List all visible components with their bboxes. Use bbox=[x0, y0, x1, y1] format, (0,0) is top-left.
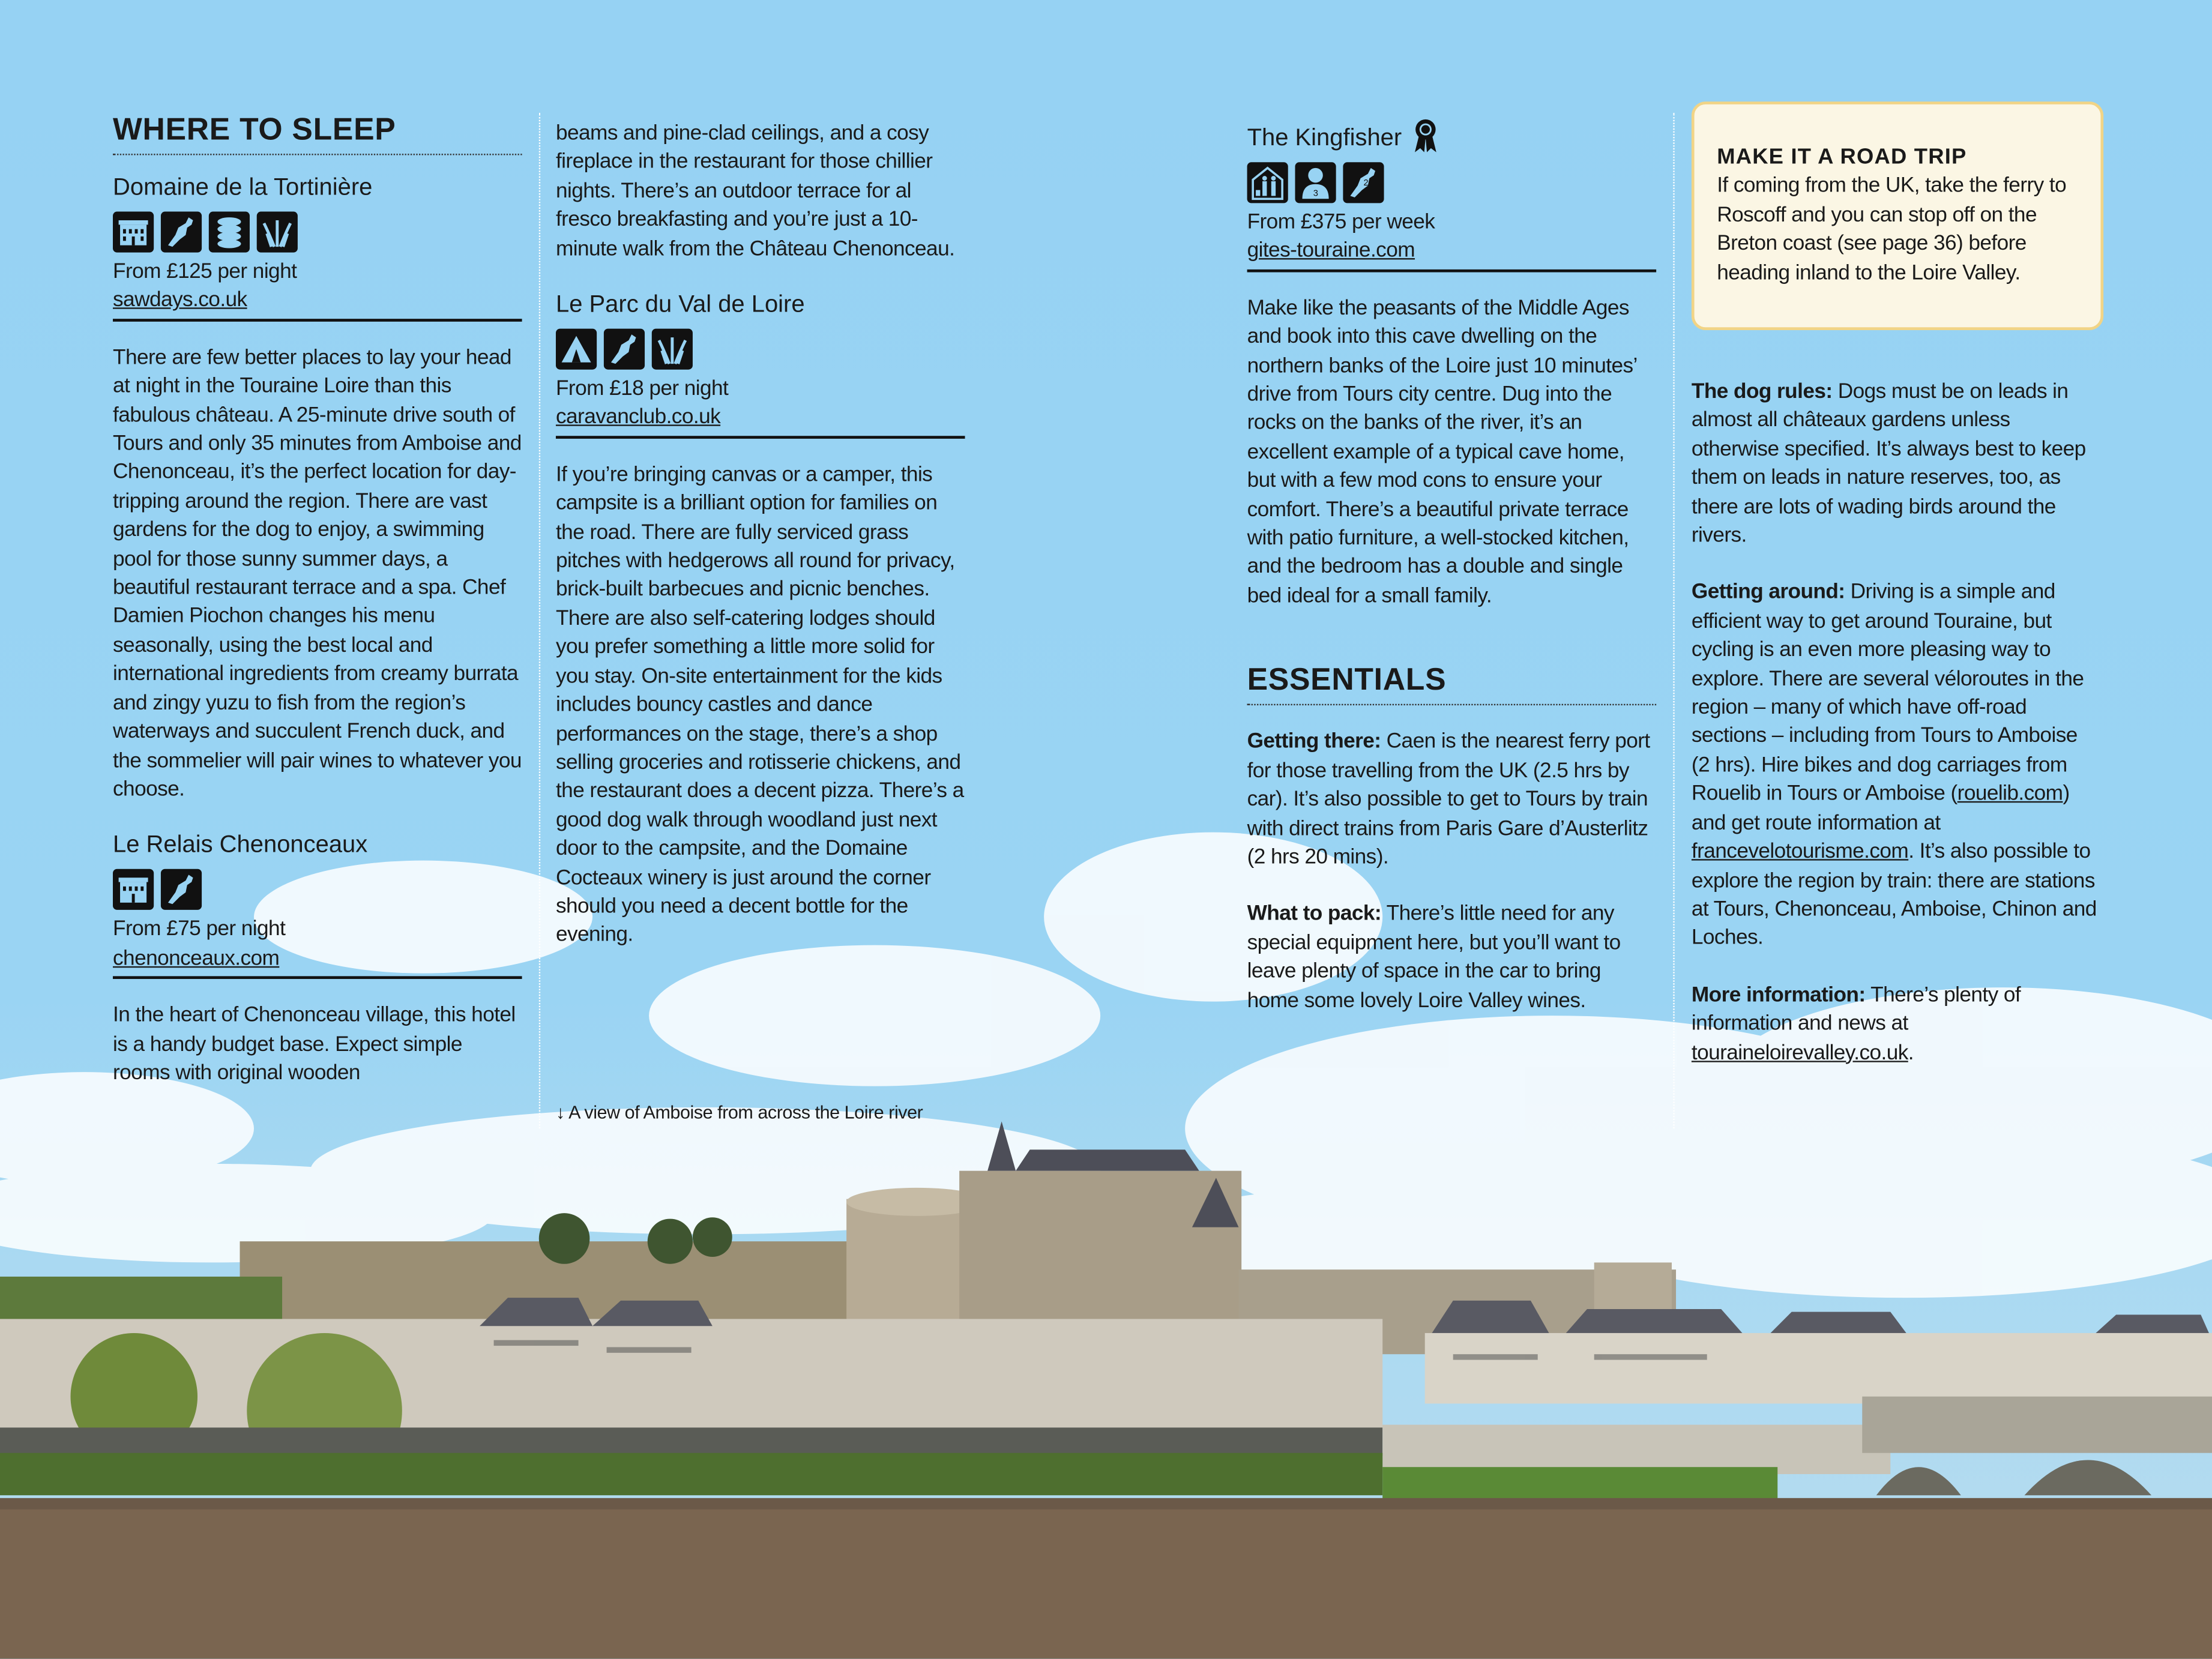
guests-icon bbox=[1295, 162, 1336, 203]
road-trip-box bbox=[1692, 101, 2103, 330]
text: . bbox=[1908, 1040, 1914, 1065]
listing-title: Le Parc du Val de Loire bbox=[555, 291, 805, 318]
amenity-icons bbox=[556, 329, 965, 370]
road-trip-title: MAKE IT A ROAD TRIP bbox=[1717, 145, 1967, 170]
getting-around bbox=[1692, 579, 2101, 953]
label: Getting there: bbox=[1247, 729, 1381, 754]
divider bbox=[113, 977, 522, 980]
amenity-icons bbox=[113, 212, 522, 253]
column-2 bbox=[556, 120, 965, 951]
hotel-icon bbox=[113, 212, 154, 253]
listing-title: Domaine de la Tortinière bbox=[113, 173, 373, 200]
listing-link[interactable]: caravanclub.co.uk bbox=[555, 405, 721, 430]
column-divider bbox=[1673, 113, 1674, 1128]
listing-price: From £18 per night bbox=[555, 376, 729, 401]
essentials-getting-there bbox=[1247, 728, 1657, 872]
label: The dog rules: bbox=[1691, 379, 1833, 404]
listing-link[interactable]: sawdays.co.uk bbox=[113, 288, 247, 313]
amenity-icons bbox=[113, 869, 522, 910]
dog-rules bbox=[1692, 378, 2101, 551]
dog-icon bbox=[161, 212, 202, 253]
label: More information: bbox=[1691, 983, 1866, 1007]
more-information bbox=[1692, 981, 2101, 1068]
road-trip-text: If coming from the UK, take the ferry to Roscoff and you can stop off on the Breton coast (see page 36) before heading inland to the Loire Valley. bbox=[1717, 174, 2067, 285]
text: There’s little need for any special equipment here, but you’ll want to leave plenty of space in the car to bring home some lovely Loire Valley wines. bbox=[1247, 902, 1621, 1013]
family-home-icon bbox=[1247, 162, 1288, 203]
listing-link[interactable]: chenonceaux.com bbox=[113, 946, 280, 971]
section-heading-essentials: ESSENTIALS bbox=[1247, 662, 1657, 706]
arrow-down-icon: ↓ bbox=[555, 1101, 565, 1123]
section-heading-where-to-sleep: WHERE TO SLEEP bbox=[113, 112, 522, 155]
text: Driving is a simple and efficient way to get around Touraine, but cycling is an even more pleasing way to explore. There are several véloroutes in the region – many of which have off-road sections – including from Tours to Amboise (2 hrs). Hire bikes and dog carriages from Rouelib in Tours or Amboise ( bbox=[1691, 580, 2084, 806]
listing-name: The Kingfisher bbox=[1247, 124, 1402, 151]
label: Getting around: bbox=[1691, 580, 1845, 604]
tent-icon bbox=[556, 329, 597, 370]
essentials-what-to-pack bbox=[1247, 900, 1657, 1016]
hotel-icon bbox=[113, 869, 154, 910]
listing-price: From £375 per week bbox=[1247, 210, 1435, 235]
divider bbox=[1247, 269, 1657, 272]
listing-description: Make like the peasants of the Middle Ages and book into this cave dwelling on the northern banks of the Loire just 10 minutes’ drive from Tours city centre. Dug into the rocks on the banks of the river, it’s an excellent example of a typical cave home, but with a few mod cons to ensure your comfort. There’s a beautiful private terrace with patio furniture, a well-stocked kitchen, and the bedroom has a double and single bed ideal for a small family. bbox=[1247, 296, 1637, 608]
listing-title: Le Relais Chenonceaux bbox=[113, 831, 368, 858]
listing-price: From £75 per night bbox=[113, 917, 286, 942]
dog-icon bbox=[161, 869, 202, 910]
text: Dogs must be on leads in almost all châteaux gardens unless otherwise specified. It’s always best to keep them on leads in nature reserves, too, as there are lots of wading birds around the rivers. bbox=[1691, 379, 2086, 547]
rosette-icon bbox=[1412, 118, 1439, 154]
caption-text: A view of Amboise from across the Loire river bbox=[568, 1101, 923, 1123]
text: Caen is the nearest ferry port for those travelling from the UK (2.5 hrs by car). It’s also possible to get to Tours by train with direct trains from Paris Gare d’Austerlitz (2 hrs 20 mins). bbox=[1247, 729, 1650, 869]
amenity-icons bbox=[1247, 162, 1657, 203]
column-1 bbox=[113, 112, 522, 1088]
text: There’s plenty of information and news at bbox=[1691, 983, 2021, 1036]
dog-icon bbox=[1343, 162, 1384, 203]
listing-title bbox=[1247, 118, 1657, 154]
text: . It’s also possible to explore the region by train: there are stations at Tours, Chenonceau, Amboise, Chinon and Loches. bbox=[1691, 839, 2097, 950]
dogs-count: 2 bbox=[1363, 178, 1369, 188]
listing-description: If you’re bringing canvas or a camper, this campsite is a brilliant option for families on the road. There are fully serviced grass pitches with hedgerows all round for privacy, brick-built barbecues and picnic benches. There are also self-catering lodges should you prefer something a little more solid for you stay. On-site entertainment for the kids includes bouncy castles and dance performances on the stage, there’s a shop selling groceries and rotisserie chickens, and the restaurant does a decent pizza. There’s a good dog walk through woodland just next door to the campsite, and the Domaine Cocteaux winery is just around the corner should you need a decent bottle for the evening. bbox=[555, 462, 964, 947]
rouelib-link[interactable]: rouelib.com bbox=[1957, 781, 2063, 806]
dog-icon bbox=[604, 329, 645, 370]
column-4 bbox=[1692, 378, 2101, 1068]
photo-caption bbox=[556, 1102, 923, 1123]
listing-description: There are few better places to lay your head at night in the Touraine Loire than this fabulous château. A 25-minute drive south of Tours and only 35 minutes from Amboise and Chenonceau, it’s the perfect location for day-tripping around the region. There are vast gardens for the dog to enjoy, a swimming pool for those sunny summer days, a beautiful restaurant terrace and a spa. Chef Damien Piochon changes his menu seasonally, using the best local and international ingredients from creamy burrata and zingy yuzu to fish from the region’s waterways and succulent French duck, and the sommelier will pair wines to whatever you choose. bbox=[113, 345, 522, 801]
label: What to pack: bbox=[1247, 902, 1382, 926]
listing-link[interactable]: gites-touraine.com bbox=[1247, 239, 1415, 263]
listing-description: In the heart of Chenonceau village, this hotel is a handy budget base. Expect simple rooms with original wooden bbox=[113, 1003, 516, 1085]
divider bbox=[556, 436, 965, 439]
guests-count: 3 bbox=[1313, 188, 1318, 199]
divider bbox=[113, 319, 522, 322]
garden-icon bbox=[652, 329, 693, 370]
column-3 bbox=[1247, 118, 1657, 1016]
touraine-link[interactable]: touraineloirevalley.co.uk bbox=[1691, 1040, 1908, 1065]
listing-price: From £125 per night bbox=[113, 259, 297, 284]
garden-icon bbox=[257, 212, 298, 253]
column-divider bbox=[539, 113, 540, 1128]
francevelotourisme-link[interactable]: francevelotourisme.com bbox=[1691, 839, 1909, 864]
spa-icon bbox=[209, 212, 250, 253]
listing-description-continued: beams and pine-clad ceilings, and a cosy fireplace in the restaurant for those chillier nights. There’s an outdoor terrace for al fresco breakfasting and you’re just a 10-minute walk from the Château Chenonceau. bbox=[555, 121, 955, 260]
text: ) and get route information at bbox=[1691, 781, 2070, 835]
